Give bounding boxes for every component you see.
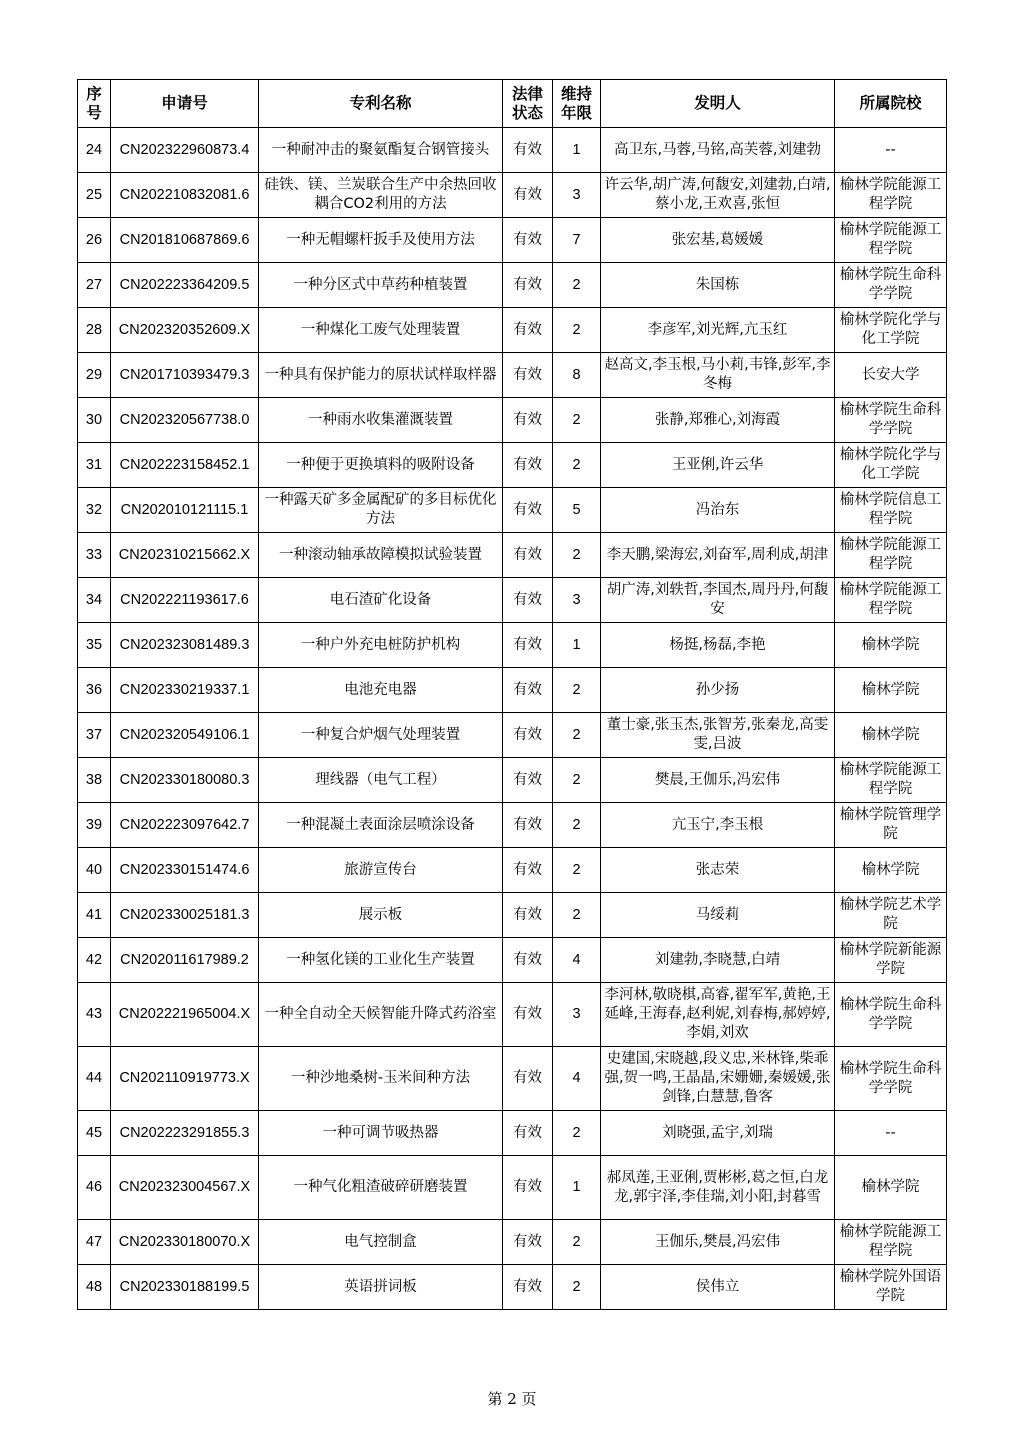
table-row [78, 803, 947, 848]
cell-school: 榆林学院能源工程学院 [835, 218, 947, 263]
cell-seq: 47 [78, 1220, 111, 1265]
cell-legal-status: 有效 [503, 938, 553, 983]
table-row [78, 1156, 947, 1220]
cell-legal-status: 有效 [503, 443, 553, 488]
cell-maintenance-years: 2 [553, 668, 601, 713]
cell-legal-status: 有效 [503, 713, 553, 758]
cell-seq: 41 [78, 893, 111, 938]
cell-school: 榆林学院生命科学学院 [835, 263, 947, 308]
cell-maintenance-years: 2 [553, 1111, 601, 1156]
table-row [78, 218, 947, 263]
cell-inventors: 侯伟立 [601, 1265, 835, 1310]
table-row [78, 893, 947, 938]
cell-seq: 40 [78, 848, 111, 893]
cell-legal-status: 有效 [503, 308, 553, 353]
cell-legal-status: 有效 [503, 803, 553, 848]
table-row [78, 308, 947, 353]
cell-app-no: CN201810687869.6 [111, 218, 259, 263]
cell-legal-status: 有效 [503, 578, 553, 623]
cell-app-no: CN202322960873.4 [111, 128, 259, 173]
cell-legal-status: 有效 [503, 983, 553, 1047]
cell-patent-name: 一种沙地桑树-玉米间种方法 [259, 1047, 503, 1111]
cell-school: 榆林学院外国语学院 [835, 1265, 947, 1310]
cell-app-no: CN202330025181.3 [111, 893, 259, 938]
cell-patent-name: 展示板 [259, 893, 503, 938]
cell-school: 榆林学院能源工程学院 [835, 758, 947, 803]
cell-maintenance-years: 4 [553, 1047, 601, 1111]
table-row [78, 578, 947, 623]
cell-school: 榆林学院 [835, 848, 947, 893]
page-number: 第 2 页 [487, 1390, 537, 1408]
cell-seq: 34 [78, 578, 111, 623]
table-row [78, 668, 947, 713]
cell-school: 榆林学院能源工程学院 [835, 173, 947, 218]
cell-app-no: CN202223097642.7 [111, 803, 259, 848]
cell-maintenance-years: 5 [553, 488, 601, 533]
table-row [78, 173, 947, 218]
cell-inventors: 史建国,宋晓越,段义忠,米林锋,柴乖强,贺一鸣,王晶晶,宋姗姗,秦媛媛,张剑锋,白慧慧,鲁客 [601, 1047, 835, 1111]
cell-inventors: 董士豪,张玉杰,张智芳,张秦龙,高雯雯,吕波 [601, 713, 835, 758]
cell-patent-name: 一种气化粗渣破碎研磨装置 [259, 1156, 503, 1220]
cell-legal-status: 有效 [503, 488, 553, 533]
cell-app-no: CN201710393479.3 [111, 353, 259, 398]
cell-inventors: 张宏基,葛媛媛 [601, 218, 835, 263]
cell-patent-name: 一种滚动轴承故障模拟试验装置 [259, 533, 503, 578]
cell-school: 榆林学院能源工程学院 [835, 533, 947, 578]
cell-app-no: CN202210832081.6 [111, 173, 259, 218]
cell-patent-name: 一种露天矿多金属配矿的多目标优化方法 [259, 488, 503, 533]
cell-seq: 27 [78, 263, 111, 308]
cell-patent-name: 一种复合炉烟气处理装置 [259, 713, 503, 758]
cell-inventors: 王伽乐,樊晨,冯宏伟 [601, 1220, 835, 1265]
cell-app-no: CN202223364209.5 [111, 263, 259, 308]
cell-maintenance-years: 2 [553, 758, 601, 803]
cell-inventors: 冯治东 [601, 488, 835, 533]
cell-school: 榆林学院 [835, 668, 947, 713]
cell-app-no: CN202011617989.2 [111, 938, 259, 983]
cell-seq: 36 [78, 668, 111, 713]
cell-inventors: 李彦军,刘光辉,亢玉红 [601, 308, 835, 353]
cell-inventors: 樊晨,王伽乐,冯宏伟 [601, 758, 835, 803]
cell-app-no: CN202320567738.0 [111, 398, 259, 443]
cell-seq: 39 [78, 803, 111, 848]
cell-seq: 35 [78, 623, 111, 668]
table-row [78, 848, 947, 893]
cell-maintenance-years: 3 [553, 173, 601, 218]
cell-patent-name: 硅铁、镁、兰炭联合生产中余热回收耦合CO2利用的方法 [259, 173, 503, 218]
cell-school: 榆林学院 [835, 1156, 947, 1220]
patent-table [77, 79, 947, 1310]
header-app-no: 申请号 [111, 80, 259, 128]
table-row [78, 533, 947, 578]
cell-app-no: CN202221193617.6 [111, 578, 259, 623]
header-seq: 序号 [78, 80, 111, 128]
cell-app-no: CN202320352609.X [111, 308, 259, 353]
cell-seq: 26 [78, 218, 111, 263]
cell-patent-name: 一种混凝土表面涂层喷涂设备 [259, 803, 503, 848]
table-row [78, 1111, 947, 1156]
cell-inventors: 高卫东,马蓉,马铭,高芙蓉,刘建勃 [601, 128, 835, 173]
cell-legal-status: 有效 [503, 1220, 553, 1265]
cell-maintenance-years: 3 [553, 983, 601, 1047]
cell-seq: 44 [78, 1047, 111, 1111]
cell-app-no: CN202110919773.X [111, 1047, 259, 1111]
cell-patent-name: 一种耐冲击的聚氨酯复合钢管接头 [259, 128, 503, 173]
cell-seq: 33 [78, 533, 111, 578]
table-row [78, 623, 947, 668]
cell-maintenance-years: 1 [553, 1156, 601, 1220]
cell-app-no: CN202330180070.X [111, 1220, 259, 1265]
table-row [78, 263, 947, 308]
cell-inventors: 张志荣 [601, 848, 835, 893]
cell-maintenance-years: 2 [553, 398, 601, 443]
cell-inventors: 马绥莉 [601, 893, 835, 938]
table-row [78, 1047, 947, 1111]
cell-seq: 31 [78, 443, 111, 488]
cell-school: 榆林学院管理学院 [835, 803, 947, 848]
cell-maintenance-years: 8 [553, 353, 601, 398]
cell-inventors: 刘建勃,李晓慧,白靖 [601, 938, 835, 983]
cell-legal-status: 有效 [503, 1111, 553, 1156]
table-row [78, 353, 947, 398]
table-row [78, 938, 947, 983]
cell-inventors: 刘晓强,孟宇,刘瑞 [601, 1111, 835, 1156]
table-row [78, 1265, 947, 1310]
cell-legal-status: 有效 [503, 173, 553, 218]
cell-patent-name: 旅游宣传台 [259, 848, 503, 893]
cell-patent-name: 一种雨水收集灌溉装置 [259, 398, 503, 443]
table-body [78, 128, 947, 1310]
table-row [78, 713, 947, 758]
cell-legal-status: 有效 [503, 1156, 553, 1220]
cell-app-no: CN202223158452.1 [111, 443, 259, 488]
cell-legal-status: 有效 [503, 1047, 553, 1111]
cell-legal-status: 有效 [503, 353, 553, 398]
header-maintenance-years: 维持年限 [553, 80, 601, 128]
cell-legal-status: 有效 [503, 218, 553, 263]
cell-inventors: 胡广涛,刘轶哲,李国杰,周丹丹,何馥安 [601, 578, 835, 623]
table-row [78, 1220, 947, 1265]
header-school: 所属院校 [835, 80, 947, 128]
cell-legal-status: 有效 [503, 533, 553, 578]
cell-inventors: 李河林,敬晓棋,高睿,翟军军,黄艳,王延峰,王海春,赵利妮,刘春梅,郝婷婷,李娟,刘欢 [601, 983, 835, 1047]
cell-school: 榆林学院能源工程学院 [835, 1220, 947, 1265]
cell-inventors: 王亚俐,许云华 [601, 443, 835, 488]
cell-seq: 24 [78, 128, 111, 173]
cell-patent-name: 一种无帽螺杆扳手及使用方法 [259, 218, 503, 263]
cell-seq: 32 [78, 488, 111, 533]
cell-patent-name: 一种便于更换填料的吸附设备 [259, 443, 503, 488]
cell-app-no: CN202323081489.3 [111, 623, 259, 668]
cell-legal-status: 有效 [503, 128, 553, 173]
cell-maintenance-years: 3 [553, 578, 601, 623]
header-legal-status: 法律状态 [503, 80, 553, 128]
cell-seq: 45 [78, 1111, 111, 1156]
cell-school: 榆林学院生命科学学院 [835, 1047, 947, 1111]
cell-inventors: 郝凤莲,王亚俐,贾彬彬,葛之恒,白龙龙,郭宇泽,李佳瑞,刘小阳,封暮雪 [601, 1156, 835, 1220]
cell-patent-name: 电池充电器 [259, 668, 503, 713]
cell-seq: 43 [78, 983, 111, 1047]
cell-legal-status: 有效 [503, 623, 553, 668]
cell-maintenance-years: 2 [553, 308, 601, 353]
cell-maintenance-years: 2 [553, 533, 601, 578]
cell-seq: 28 [78, 308, 111, 353]
cell-legal-status: 有效 [503, 263, 553, 308]
cell-maintenance-years: 1 [553, 128, 601, 173]
cell-inventors: 赵高文,李玉根,马小莉,韦锋,彭军,李冬梅 [601, 353, 835, 398]
cell-school: 榆林学院艺术学院 [835, 893, 947, 938]
cell-inventors: 张静,郑雅心,刘海霞 [601, 398, 835, 443]
cell-patent-name: 一种煤化工废气处理装置 [259, 308, 503, 353]
cell-app-no: CN202320549106.1 [111, 713, 259, 758]
cell-inventors: 孙少扬 [601, 668, 835, 713]
header-inventors: 发明人 [601, 80, 835, 128]
cell-patent-name: 一种分区式中草药种植装置 [259, 263, 503, 308]
cell-seq: 38 [78, 758, 111, 803]
cell-maintenance-years: 7 [553, 218, 601, 263]
cell-legal-status: 有效 [503, 758, 553, 803]
cell-school: 榆林学院能源工程学院 [835, 578, 947, 623]
cell-app-no: CN202323004567.X [111, 1156, 259, 1220]
cell-school: 榆林学院生命科学学院 [835, 398, 947, 443]
cell-inventors: 许云华,胡广涛,何馥安,刘建勃,白靖,蔡小龙,王欢喜,张恒 [601, 173, 835, 218]
cell-maintenance-years: 2 [553, 893, 601, 938]
cell-school: 长安大学 [835, 353, 947, 398]
header-patent-name: 专利名称 [259, 80, 503, 128]
cell-legal-status: 有效 [503, 848, 553, 893]
table-row [78, 128, 947, 173]
cell-inventors: 李天鹏,梁海宏,刘奋军,周利成,胡津 [601, 533, 835, 578]
cell-app-no: CN202330151474.6 [111, 848, 259, 893]
cell-patent-name: 一种户外充电桩防护机构 [259, 623, 503, 668]
cell-maintenance-years: 2 [553, 263, 601, 308]
cell-patent-name: 一种具有保护能力的原状试样取样器 [259, 353, 503, 398]
cell-patent-name: 一种氢化镁的工业化生产装置 [259, 938, 503, 983]
cell-seq: 42 [78, 938, 111, 983]
cell-maintenance-years: 2 [553, 1220, 601, 1265]
cell-maintenance-years: 2 [553, 1265, 601, 1310]
cell-app-no: CN202221965004.X [111, 983, 259, 1047]
cell-maintenance-years: 4 [553, 938, 601, 983]
table-header-row [78, 80, 947, 128]
table-row [78, 758, 947, 803]
cell-legal-status: 有效 [503, 668, 553, 713]
cell-school: 榆林学院 [835, 623, 947, 668]
cell-school: 榆林学院信息工程学院 [835, 488, 947, 533]
cell-app-no: CN202330219337.1 [111, 668, 259, 713]
cell-app-no: CN202010121115.1 [111, 488, 259, 533]
cell-seq: 46 [78, 1156, 111, 1220]
cell-patent-name: 一种可调节吸热器 [259, 1111, 503, 1156]
cell-maintenance-years: 2 [553, 713, 601, 758]
cell-legal-status: 有效 [503, 398, 553, 443]
cell-seq: 30 [78, 398, 111, 443]
cell-patent-name: 电气控制盒 [259, 1220, 503, 1265]
cell-inventors: 杨挺,杨磊,李艳 [601, 623, 835, 668]
cell-maintenance-years: 2 [553, 443, 601, 488]
cell-inventors: 亢玉宁,李玉根 [601, 803, 835, 848]
cell-legal-status: 有效 [503, 893, 553, 938]
table-row [78, 983, 947, 1047]
cell-maintenance-years: 2 [553, 803, 601, 848]
cell-maintenance-years: 2 [553, 848, 601, 893]
cell-seq: 25 [78, 173, 111, 218]
cell-patent-name: 英语拼词板 [259, 1265, 503, 1310]
table-row [78, 443, 947, 488]
cell-school: 榆林学院新能源学院 [835, 938, 947, 983]
cell-inventors: 朱国栋 [601, 263, 835, 308]
cell-school: 榆林学院 [835, 713, 947, 758]
cell-school: -- [835, 128, 947, 173]
cell-app-no: CN202330188199.5 [111, 1265, 259, 1310]
table-row [78, 398, 947, 443]
cell-patent-name: 理线器（电气工程） [259, 758, 503, 803]
cell-patent-name: 电石渣矿化设备 [259, 578, 503, 623]
cell-legal-status: 有效 [503, 1265, 553, 1310]
cell-school: 榆林学院化学与化工学院 [835, 443, 947, 488]
cell-school: 榆林学院生命科学学院 [835, 983, 947, 1047]
cell-app-no: CN202330180080.3 [111, 758, 259, 803]
cell-seq: 37 [78, 713, 111, 758]
cell-maintenance-years: 1 [553, 623, 601, 668]
cell-school: -- [835, 1111, 947, 1156]
table-row [78, 488, 947, 533]
cell-school: 榆林学院化学与化工学院 [835, 308, 947, 353]
cell-app-no: CN202310215662.X [111, 533, 259, 578]
cell-patent-name: 一种全自动全天候智能升降式药浴室 [259, 983, 503, 1047]
cell-seq: 48 [78, 1265, 111, 1310]
cell-seq: 29 [78, 353, 111, 398]
cell-app-no: CN202223291855.3 [111, 1111, 259, 1156]
